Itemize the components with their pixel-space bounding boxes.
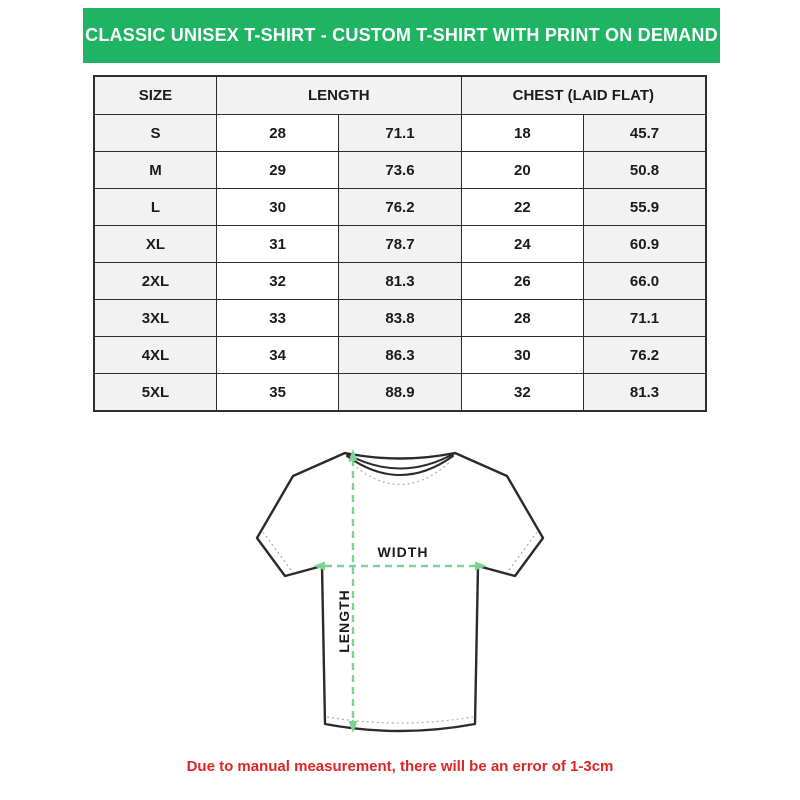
cell-size: XL bbox=[94, 226, 216, 263]
cell-length-in: 28 bbox=[216, 115, 338, 152]
table-row bbox=[94, 374, 706, 412]
cell-length-in: 31 bbox=[216, 226, 338, 263]
cell-chest-in: 32 bbox=[461, 374, 583, 412]
table-row bbox=[94, 152, 706, 189]
cell-chest-in: 24 bbox=[461, 226, 583, 263]
cell-chest-cm: 50.8 bbox=[584, 152, 706, 189]
cell-length-cm: 83.8 bbox=[339, 300, 461, 337]
cell-chest-cm: 60.9 bbox=[584, 226, 706, 263]
cell-length-in: 35 bbox=[216, 374, 338, 412]
cell-chest-cm: 45.7 bbox=[584, 115, 706, 152]
length-label: LENGTH bbox=[336, 589, 352, 653]
table-row bbox=[94, 337, 706, 374]
table-row bbox=[94, 189, 706, 226]
cell-chest-in: 22 bbox=[461, 189, 583, 226]
header-size: SIZE bbox=[94, 76, 216, 115]
header-chest: CHEST (LAID FLAT) bbox=[461, 76, 706, 115]
cell-length-cm: 76.2 bbox=[339, 189, 461, 226]
cell-size: M bbox=[94, 152, 216, 189]
cell-chest-in: 26 bbox=[461, 263, 583, 300]
cell-chest-cm: 76.2 bbox=[584, 337, 706, 374]
cell-length-cm: 78.7 bbox=[339, 226, 461, 263]
table-row bbox=[94, 300, 706, 337]
cell-length-in: 34 bbox=[216, 337, 338, 374]
cell-length-cm: 88.9 bbox=[339, 374, 461, 412]
tshirt-diagram-svg bbox=[245, 436, 555, 758]
title-banner bbox=[83, 8, 720, 63]
cell-size: 5XL bbox=[94, 374, 216, 412]
header-row bbox=[94, 76, 706, 115]
page-title: CLASSIC UNISEX T-SHIRT - CUSTOM T-SHIRT WITH PRINT ON DEMAND bbox=[85, 25, 718, 45]
cell-chest-in: 18 bbox=[461, 115, 583, 152]
size-chart-table bbox=[93, 75, 707, 412]
cell-chest-in: 30 bbox=[461, 337, 583, 374]
cell-length-in: 33 bbox=[216, 300, 338, 337]
table-row bbox=[94, 115, 706, 152]
cell-chest-in: 28 bbox=[461, 300, 583, 337]
tshirt-outline bbox=[257, 453, 543, 731]
cell-length-cm: 73.6 bbox=[339, 152, 461, 189]
cell-length-cm: 86.3 bbox=[339, 337, 461, 374]
cell-size: 4XL bbox=[94, 337, 216, 374]
measurement-error-note: Due to manual measurement, there will be an error of 1-3cm bbox=[186, 758, 614, 775]
cell-length-in: 29 bbox=[216, 152, 338, 189]
cell-chest-cm: 55.9 bbox=[584, 189, 706, 226]
cell-length-cm: 71.1 bbox=[339, 115, 461, 152]
cell-size: L bbox=[94, 189, 216, 226]
cell-length-cm: 81.3 bbox=[339, 263, 461, 300]
tshirt-measurement-diagram bbox=[245, 436, 555, 758]
size-chart-section bbox=[93, 75, 707, 412]
table-row bbox=[94, 226, 706, 263]
cell-length-in: 30 bbox=[216, 189, 338, 226]
cell-size: 3XL bbox=[94, 300, 216, 337]
cell-length-in: 32 bbox=[216, 263, 338, 300]
header-length: LENGTH bbox=[216, 76, 461, 115]
cell-size: 2XL bbox=[94, 263, 216, 300]
cell-chest-cm: 81.3 bbox=[584, 374, 706, 412]
cell-chest-in: 20 bbox=[461, 152, 583, 189]
cell-size: S bbox=[94, 115, 216, 152]
cell-chest-cm: 66.0 bbox=[584, 263, 706, 300]
width-label: WIDTH bbox=[377, 544, 429, 560]
table-row bbox=[94, 263, 706, 300]
cell-chest-cm: 71.1 bbox=[584, 300, 706, 337]
